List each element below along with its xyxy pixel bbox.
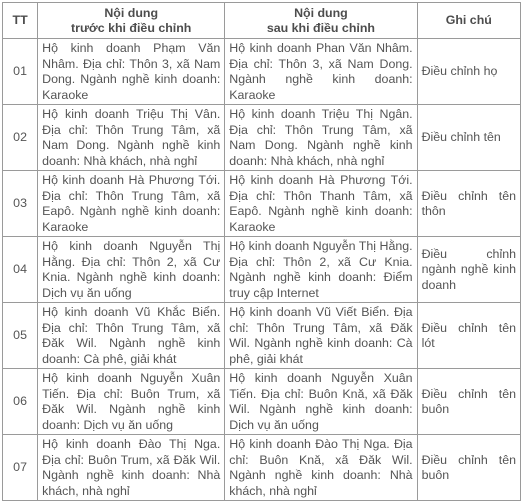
row-note: Điều chỉnh tên	[417, 105, 520, 171]
row-before: Hộ kinh doanh Đào Thị Nga. Địa chỉ: Buôn Trum, xã Đăk Wil. Ngành nghề kinh doanh: Nhà khách, nhà nghỉ	[38, 435, 225, 501]
row-note: Điều chỉnh họ	[417, 39, 520, 105]
table-row	[3, 435, 521, 501]
table-row	[3, 303, 521, 369]
adjustment-table	[2, 2, 521, 501]
header-before-line2: trước khi điều chỉnh	[71, 20, 192, 35]
header-before	[38, 3, 225, 39]
header-tt: TT	[3, 3, 38, 39]
row-after: Hộ kinh doanh Nguyễn Thị Hằng. Địa chỉ: Thôn 2, xã Cư Knia. Ngành nghề kinh doanh: Điểm truy cập Internet	[225, 237, 417, 303]
row-tt: 06	[3, 369, 38, 435]
row-after: Hộ kinh doanh Nguyễn Xuân Tiến. Địa chỉ: Buôn Knă, xã Đăk Wil. Ngành nghề kinh doanh: Dịch vụ ăn uống	[225, 369, 417, 435]
row-after: Hộ kinh doanh Triệu Thị Ngân. Địa chỉ: Thôn Trung Tâm, xã Nam Dong. Ngành nghề kinh doanh: Nhà khách, nhà nghỉ	[225, 105, 417, 171]
row-tt: 07	[3, 435, 38, 501]
row-note: Điều chỉnh tên buôn	[417, 369, 520, 435]
header-before-line1: Nội dung	[104, 5, 159, 20]
header-after-line2: sau khi điều chỉnh	[266, 20, 375, 35]
table-row	[3, 171, 521, 237]
row-after: Hộ kinh doanh Phan Văn Nhâm. Địa chỉ: Thôn 3, xã Nam Dong. Ngành nghề kinh doanh: Karaoke	[225, 39, 417, 105]
header-after-line1: Nội dung	[294, 5, 348, 20]
row-note: Điều chỉnh ngành nghề kinh doanh	[417, 237, 520, 303]
row-note: Điều chỉnh tên thôn	[417, 171, 520, 237]
row-before: Hộ kinh doanh Vũ Khắc Biển. Địa chỉ: Thôn Trung Tâm, xã Đăk Wil. Ngành nghề kinh doanh: Cà phê, giải khát	[38, 303, 225, 369]
row-tt: 05	[3, 303, 38, 369]
row-tt: 01	[3, 39, 38, 105]
row-before: Hộ kinh doanh Hà Phương Tới. Địa chỉ: Thôn Trung Tâm, xã Eapô. Ngành nghề kinh doanh: Karaoke	[38, 171, 225, 237]
row-note: Điều chỉnh tên lót	[417, 303, 520, 369]
row-after: Hộ kinh doanh Vũ Viết Biển. Địa chỉ: Thôn Trung Tâm, xã Đăk Wil. Ngành nghề kinh doanh: Cà phê, giải khát	[225, 303, 417, 369]
header-note: Ghi chú	[417, 3, 520, 39]
header-after	[225, 3, 417, 39]
row-tt: 03	[3, 171, 38, 237]
row-tt: 04	[3, 237, 38, 303]
row-tt: 02	[3, 105, 38, 171]
row-note: Điều chỉnh tên buôn	[417, 435, 520, 501]
row-after: Hộ kinh doanh Hà Phương Tới. Địa chỉ: Thôn Thanh Tâm, xã Eapô. Ngành nghề kinh doanh: Karaoke	[225, 171, 417, 237]
row-after: Hộ kinh doanh Đào Thị Nga. Địa chỉ: Buôn Knă, xã Đăk Wil. Ngành nghề kinh doanh: Nhà khách, nhà nghỉ	[225, 435, 417, 501]
table-row	[3, 39, 521, 105]
row-before: Hộ kinh doanh Nguyễn Thị Hằng. Địa chỉ: Thôn 2, xã Cư Knia. Ngành nghề kinh doanh: Dịch vụ ăn uống	[38, 237, 225, 303]
table-row	[3, 237, 521, 303]
row-before: Hộ kinh doanh Triệu Thị Vân. Địa chỉ: Thôn Trung Tâm, xã Nam Dong. Ngành nghề kinh doanh: Nhà khách, nhà nghỉ	[38, 105, 225, 171]
row-before: Hộ kinh doanh Phạm Văn Nhâm. Địa chỉ: Thôn 3, xã Nam Dong. Ngành nghề kinh doanh: Karaoke	[38, 39, 225, 105]
table-row	[3, 105, 521, 171]
table-row	[3, 369, 521, 435]
table-header-row	[3, 3, 521, 39]
row-before: Hộ kinh doanh Nguyễn Xuân Tiến. Địa chỉ: Buôn Trum, xã Đăk Wil. Ngành nghề kinh doanh: Dịch vụ ăn uống	[38, 369, 225, 435]
